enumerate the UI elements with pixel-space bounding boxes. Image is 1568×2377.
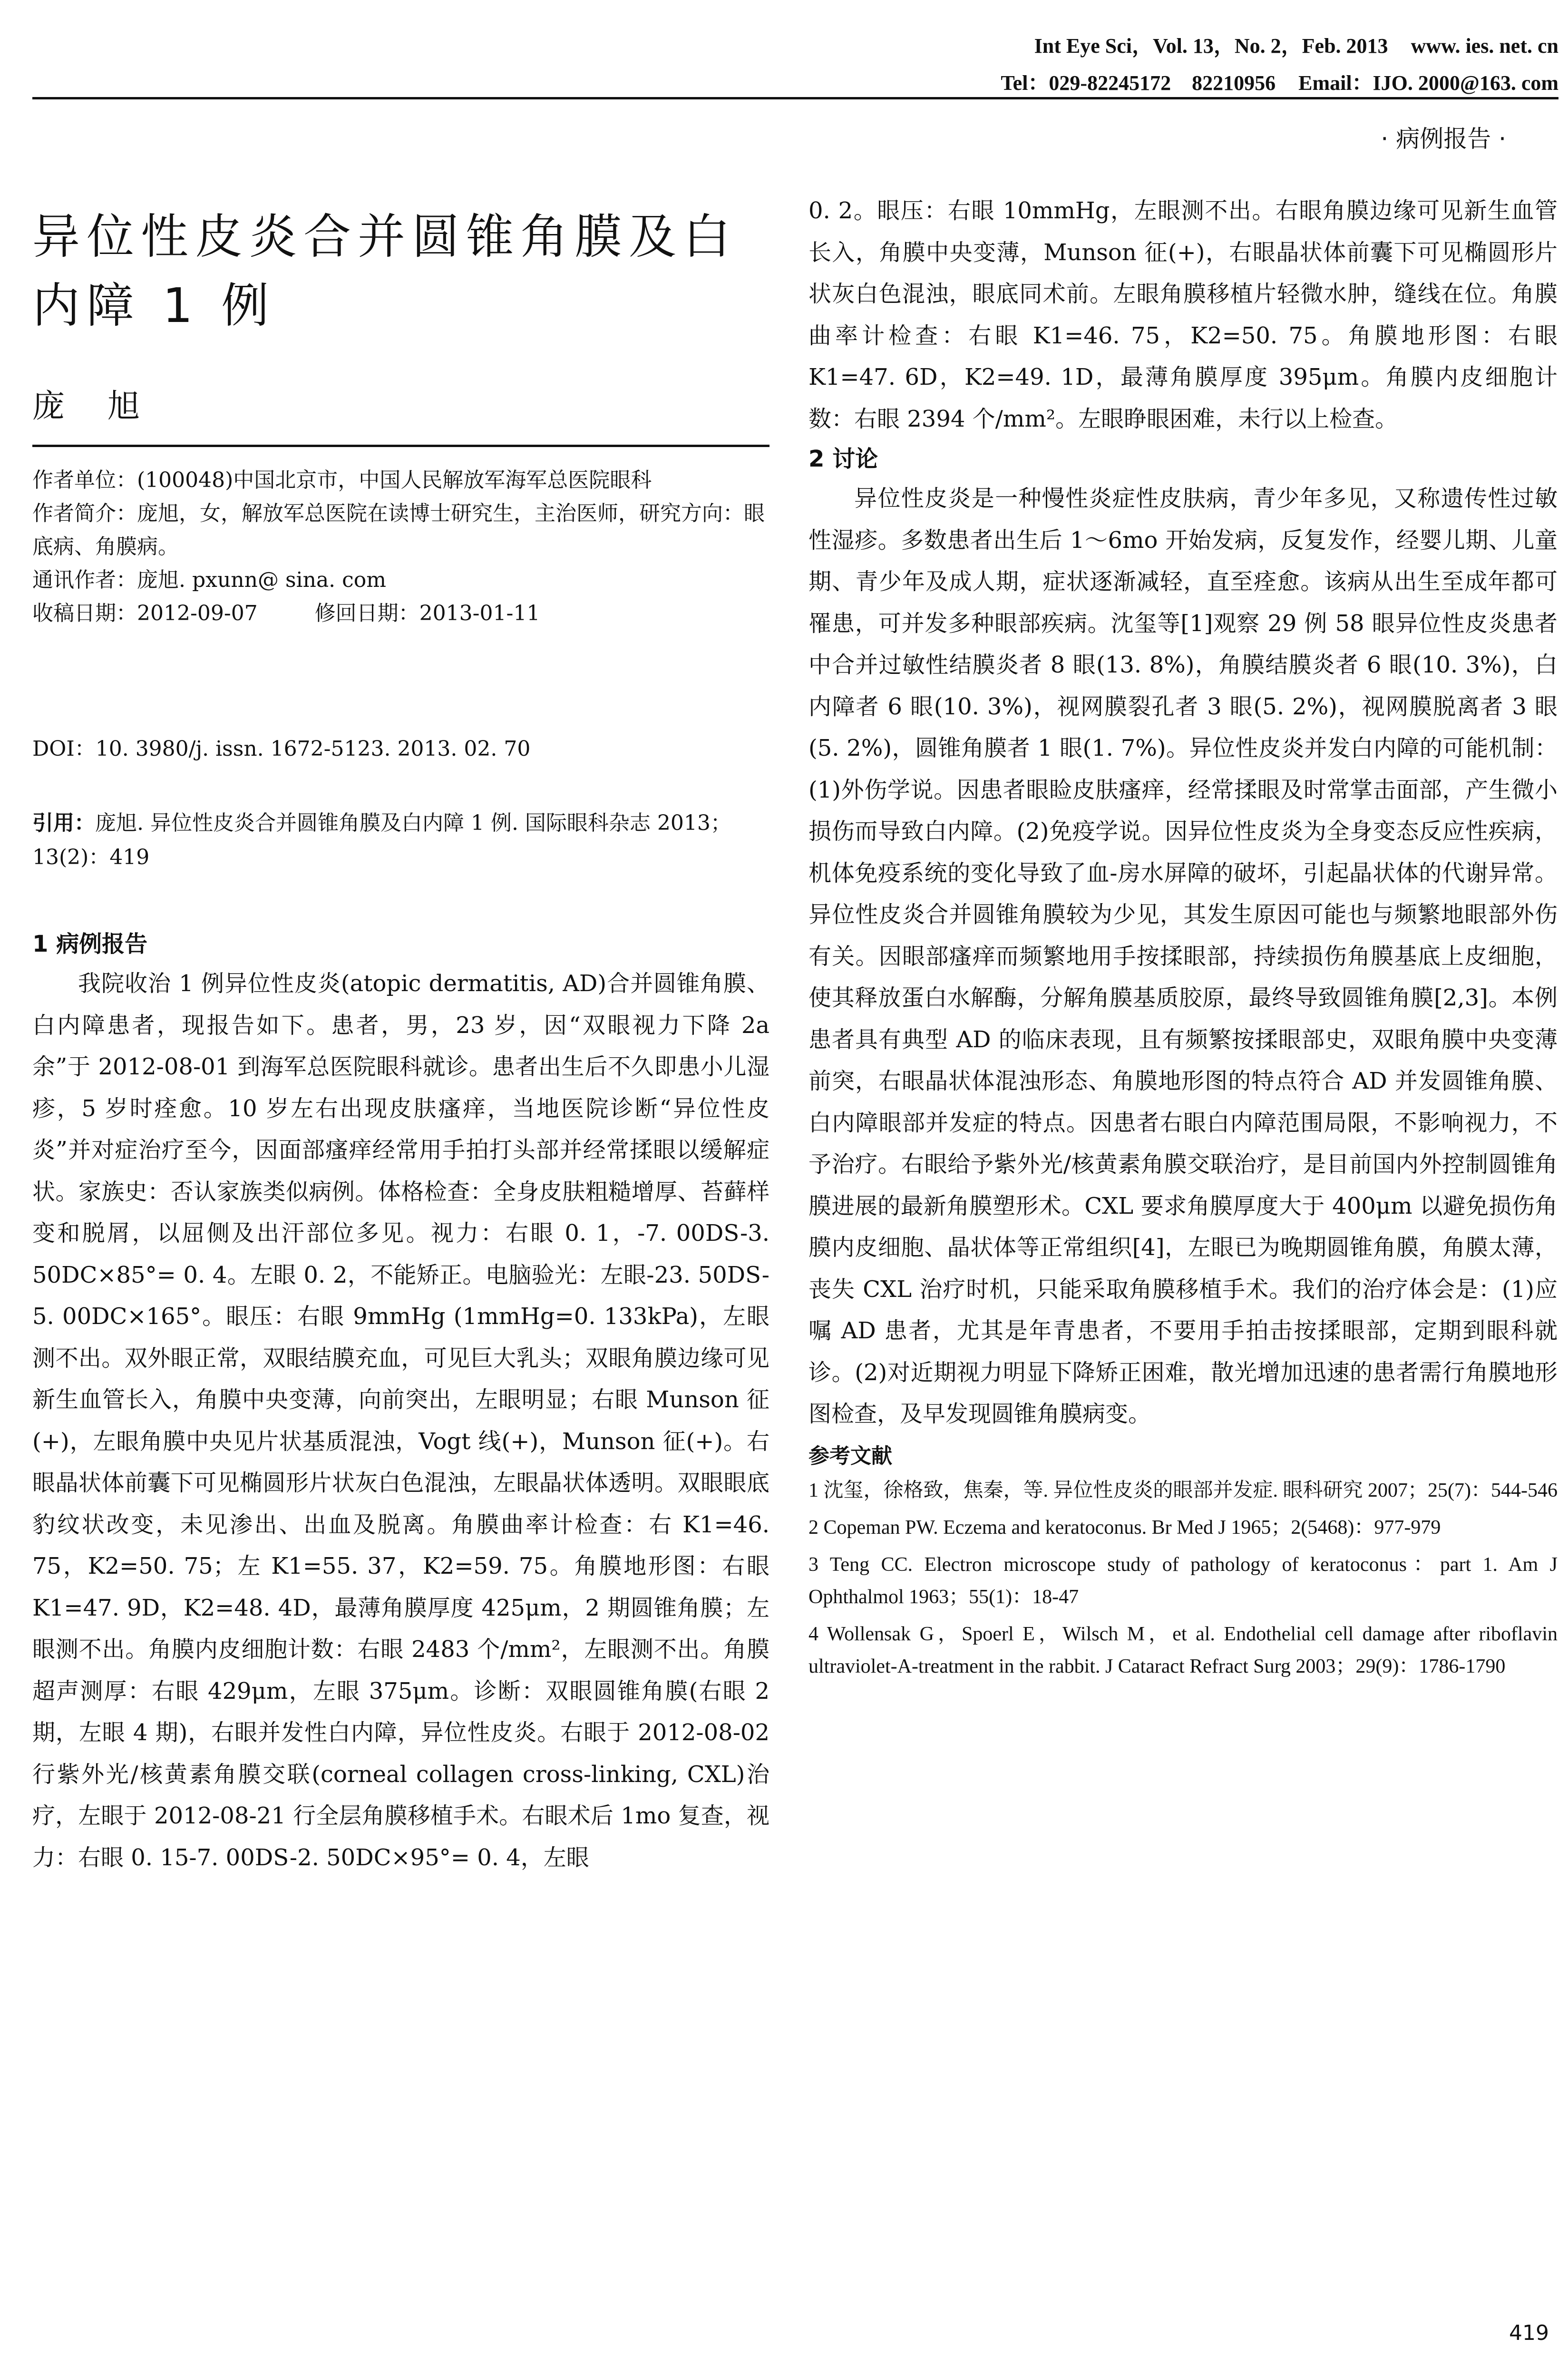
journal-header-line-2 (1001, 66, 1558, 96)
article-title-line-2: 内障 1 例 (32, 278, 276, 333)
journal-website: www. ies. net. cn (1411, 34, 1558, 58)
journal-citation: Int Eye Sci，Vol. 13，No. 2，Feb. 2013 (1034, 34, 1388, 58)
received-date: 收稿日期：2012-09-07 (32, 601, 258, 625)
page-number: 419 (1509, 2321, 1549, 2345)
corr-text: 庞旭. pxunn@ sina. com (137, 568, 387, 592)
bio-text: 庞旭，女，解放军总医院在读博士研究生，主治医师，研究方向：眼底病、角膜病。 (32, 501, 765, 559)
affiliation-text: (100048)中国北京市，中国人民解放军海军总医院眼科 (137, 468, 652, 492)
meta-rule (32, 445, 769, 447)
article-title (32, 202, 774, 340)
corresponding-author (32, 564, 769, 597)
citation-text: 庞旭. 异位性皮炎合并圆锥角膜及白内障 1 例. 国际眼科杂志 2013；13(2)：419 (32, 811, 731, 869)
journal-tel: Tel：029-82245172 82210956 (1001, 71, 1276, 95)
affiliation (32, 464, 769, 497)
section-heading-1: 1 病例报告 (32, 931, 148, 957)
references-list (808, 1474, 1558, 1683)
bio-label: 作者简介： (32, 501, 137, 526)
reference-item: 1 沈玺，徐格致，焦秦，等. 异位性皮炎的眼部并发症. 眼科研究 2007；25(7)：544-546 (808, 1479, 1558, 1501)
case-report-paragraph: 我院收治 1 例异位性皮炎(atopic dermatitis, AD)合并圆锥角膜、白内障患者，现报告如下。患者，男，23 岁，因“双眼视力下降 2a 余”于 2012-08-01 到海军总医院眼科就诊。患者出生后不久即患小儿湿疹，5 岁时痊愈。10 岁左右出现皮肤瘙痒，当地医院诊断“异位性皮炎”并对症治疗至今，因面部瘙痒经常用手拍打头部并经常揉眼以缓解症状。家族史：否认家族类似病例。体格检查：全身皮肤粗糙增厚、苔藓样变和脱屑，以屈侧及出汗部位多见。视力：右眼 0. 1，-7. 00DS-3. 50DC×85°= 0. 4。左眼 0. 2，不能矫正。电脑验光：左眼-23. 50DS-5. 00DC×165°。眼压：右眼 9mmHg (1mmHg=0. 133kPa)，左眼测不出。双外眼正常，双眼结膜充血，可见巨大乳头；双眼角膜边缘可见新生血管长入，角膜中央变薄，向前突出，左眼明显；右眼 Munson 征(+)，左眼角膜中央见片状基质混浊，Vogt 线(+)，Munson 征(+)。右眼晶状体前囊下可见椭圆形片状灰白色混浊，左眼晶状体透明。双眼眼底豹纹状改变，未见渗出、出血及脱离。角膜曲率计检查：右 K1=46. 75，K2=50. 75；左 K1=55. 37，K2=59. 75。角膜地形图：右眼 K1=47. 9D，K2=48. 4D，最薄角膜厚度 425μm，2 期圆锥角膜；左眼测不出。角膜内皮细胞计数：右眼 2483 个/mm²，左眼测不出。角膜超声测厚：右眼 429μm，左眼 375μm。诊断：双眼圆锥角膜(右眼 2 期，左眼 4 期)，右眼并发性白内障，异位性皮炎。右眼于 2012-08-02 行紫外光/核黄素角膜交联(corneal collagen cross-linking, CXL)治疗，左眼于 2012-08-21 行全层角膜移植手术。右眼术后 1mo 复查，视力：右眼 0. 15-7. 00DS-2. 50DC×95°= 0. 4，左眼 (32, 970, 769, 1871)
dates-row (32, 597, 769, 630)
affiliation-label: 作者单位： (32, 468, 137, 492)
revised-date: 修回日期：2013-01-11 (314, 601, 540, 625)
journal-email: Email：IJO. 2000@163. com (1298, 71, 1558, 95)
reference-item: 4 Wollensak G，Spoerl E，Wilsch M，et al. Endothelial cell damage after riboflavin ultraviolet-A-treatment in the rabbit. J Cataract Refract Surg 2003；29(9)：1786-1790 (808, 1623, 1558, 1677)
corr-label: 通讯作者： (32, 568, 137, 592)
left-column (32, 925, 769, 1879)
right-column (808, 190, 1558, 1687)
reference-item: 3 Teng CC. Electron microscope study of pathology of keratoconus：part 1. Am J Ophthalmol 1963；55(1)：18-47 (808, 1553, 1558, 1608)
case-report-continuation: 0. 2。眼压：右眼 10mmHg，左眼测不出。右眼角膜边缘可见新生血管长入，角膜中央变薄，Munson 征(+)，右眼晶状体前囊下可见椭圆形片状灰白色混浊，眼底同术前。左眼角膜移植片轻微水肿，缝线在位。角膜曲率计检查：右眼 K1=46. 75，K2=50. 75。角膜地形图：右眼 K1=47. 6D，K2=49. 1D，最薄角膜厚度 395μm。角膜内皮细胞计数：右眼 2394 个/mm²。左眼睁眼困难，未行以上检查。 (808, 197, 1558, 432)
article-meta (32, 464, 769, 630)
author-bio (32, 497, 769, 564)
doi: DOI：10. 3980/j. issn. 1672-5123. 2013. 02. 70 (32, 737, 531, 761)
article-author: 庞旭 (32, 388, 183, 425)
reference-item: 2 Copeman PW. Eczema and keratoconus. Br Med J 1965；2(5468)：977-979 (808, 1516, 1441, 1539)
journal-header-line-1 (1034, 29, 1558, 59)
citation-block (32, 806, 769, 875)
article-title-line-1: 异位性皮炎合并圆锥角膜及白 (32, 209, 737, 264)
citation-label: 引用： (32, 811, 95, 835)
discussion-paragraph: 异位性皮炎是一种慢性炎症性皮肤病，青少年多见，又称遗传性过敏性湿疹。多数患者出生后 1～6mo 开始发病，反复发作，经婴儿期、儿童期、青少年及成人期，症状逐渐减轻，直至痊愈。该病从出生至成年都可罹患，可并发多种眼部疾病。沈玺等[1]观察 29 例 58 眼异位性皮炎患者中合并过敏性结膜炎者 8 眼(13. 8%)，角膜结膜炎者 6 眼(10. 3%)，白内障者 6 眼(10. 3%)，视网膜裂孔者 3 眼(5. 2%)，视网膜脱离者 3 眼(5. 2%)，圆锥角膜者 1 眼(1. 7%)。异位性皮炎并发白内障的可能机制：(1)外伤学说。因患者眼睑皮肤瘙痒，经常揉眼及时常掌击面部，产生微小损伤而导致白内障。(2)免疫学说。因异位性皮炎为全身变态反应性疾病，机体免疫系统的变化导致了血-房水屏障的破坏，引起晶状体的代谢异常。异位性皮炎合并圆锥角膜较为少见，其发生原因可能也与频繁地眼部外伤有关。因眼部瘙痒而频繁地用手按揉眼部，持续损伤角膜基底上皮细胞，使其释放蛋白水解酶，分解角膜基质胶原，最终导致圆锥角膜[2,3]。本例患者具有典型 AD 的临床表现，且有频繁按揉眼部史，双眼角膜中央变薄前突，右眼晶状体混浊形态、角膜地形图的特点符合 AD 并发圆锥角膜、白内障眼部并发症的特点。因患者右眼白内障范围局限，不影响视力，不予治疗。右眼给予紫外光/核黄素角膜交联治疗，是目前国内外控制圆锥角膜进展的最新角膜塑形术。CXL 要求角膜厚度大于 400μm 以避免损伤角膜内皮细胞、晶状体等正常组织[4]，左眼已为晚期圆锥角膜，角膜太薄，丧失 CXL 治疗时机，只能采取角膜移植手术。我们的治疗体会是：(1)应嘱 AD 患者，尤其是年青患者，不要用手拍击按揉眼部，定期到眼科就诊。(2)对近期视力明显下降矫正困难，散光增加迅速的患者需行角膜地形图检查，及早发现圆锥角膜病变。 (808, 485, 1558, 1427)
section-heading-2: 2 讨论 (808, 446, 878, 472)
references-heading: 参考文献 (808, 1443, 892, 1468)
header-rule (32, 97, 1558, 99)
section-tag: · 病例报告 · (1381, 125, 1506, 153)
